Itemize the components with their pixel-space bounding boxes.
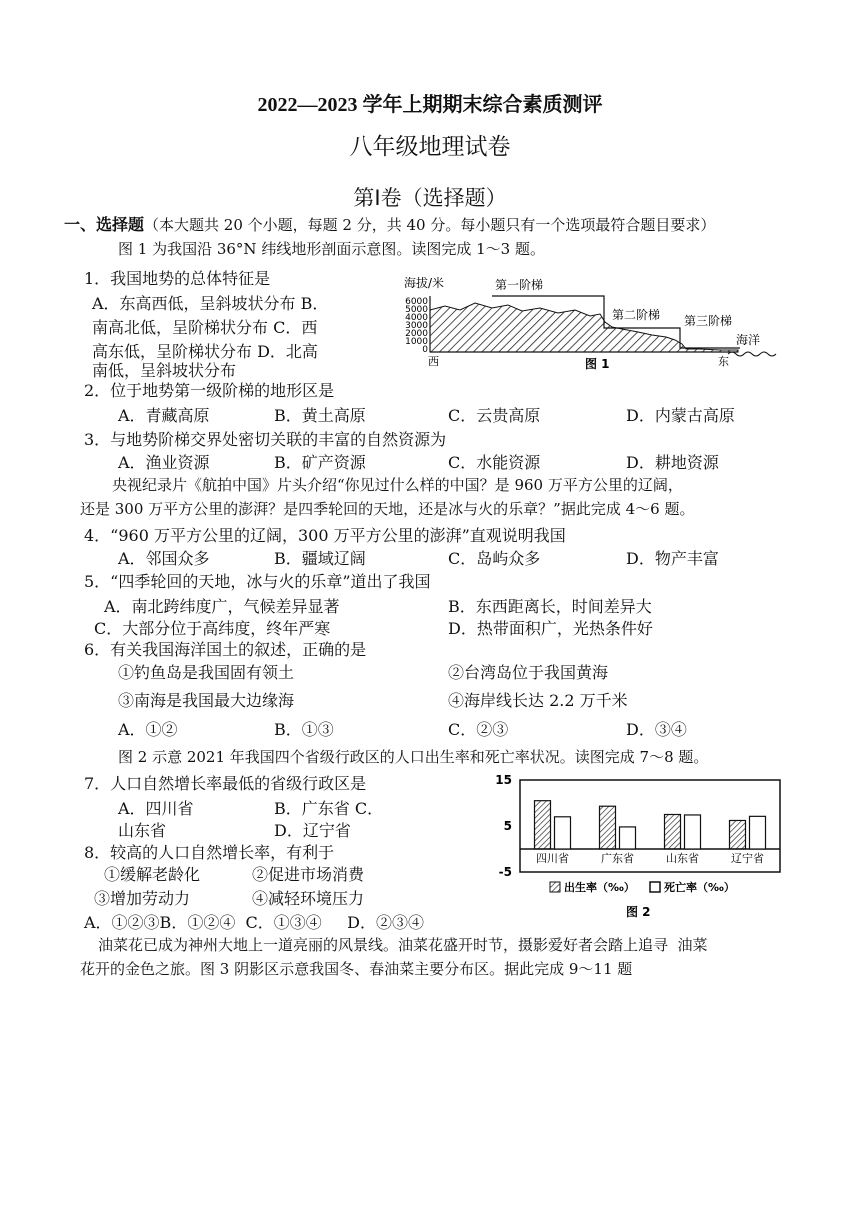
q8-statement-4: ④减轻环境压力 [252, 889, 365, 908]
figure1-ytick: 6000 [405, 297, 428, 307]
q3-stem: 3．与地势阶梯交界处密切关联的丰富的自然资源为 [84, 430, 447, 449]
q6-option-b: B．①③ [274, 720, 334, 739]
section-label: 一、选择题 [64, 215, 145, 234]
bar-death-rate [620, 827, 636, 849]
intro-figure2: 图 2 示意 2021 年我国四个省级行政区的人口出生率和死亡率状况。读图完成 7～8 题。 [118, 748, 709, 766]
q1-line: 高东低，呈阶梯状分布 D．北高 [92, 342, 318, 361]
q2-option-c: C．云贵高原 [448, 406, 541, 425]
section-instruction: （本大题共 20 个小题，每题 2 分，共 40 分。每小题只有一个选项最符合题目要求） [144, 216, 716, 234]
intro-figure1: 图 1 为我国沿 36°N 纬线地形剖面示意图。读图完成 1～3 题。 [118, 240, 545, 258]
q8-statement-1: ①缓解老龄化 [104, 865, 201, 884]
q2-stem: 2．位于地势第一级阶梯的地形区是 [84, 381, 335, 400]
category-label: 辽宁省 [731, 852, 764, 865]
ocean-wave [728, 352, 776, 356]
figure1-east-label: 东 [718, 355, 729, 368]
q6-statement-3: ③南海是我国最大边缘海 [118, 691, 295, 710]
category-label: 四川省 [536, 852, 569, 865]
q5-option-c: C．大部分位于高纬度，终年严寒 [94, 619, 331, 638]
q6-statement-1: ①钓鱼岛是我国固有领土 [118, 663, 295, 682]
figure1-ylabel: 海拔/米 [404, 276, 445, 290]
exam-title: 2022—2023 学年上期期末综合素质测评 [257, 94, 603, 116]
q2-option-d: D．内蒙古高原 [626, 406, 735, 425]
q8-stem: 8．较高的人口自然增长率，有利于 [84, 843, 335, 862]
q7-option-a: A．四川省 [118, 799, 194, 818]
q4-option-b: B．疆域辽阔 [274, 549, 366, 568]
q3-option-c: C．水能资源 [448, 453, 541, 472]
q3-option-d: D．耕地资源 [626, 453, 719, 472]
q4-stem: 4．“960 万平方公里的辽阔，300 万平方公里的澎湃”直观说明我国 [84, 526, 566, 545]
section-heading [64, 212, 715, 235]
intro-rapeseed: 花开的金色之旅。图 3 阴影区示意我国冬、春油菜主要分布区。据此完成 9～11 题 [80, 960, 633, 978]
y-tick-label: 15 [495, 773, 512, 787]
bar-birth-rate [535, 801, 551, 849]
bar-birth-rate [665, 815, 681, 850]
q1-stem: 1．我国地势的总体特征是 [84, 269, 271, 288]
intro-documentary: 央视纪录片《航拍中国》片头介绍“你见过什么样的中国？是 960 万平方公里的辽阔， [112, 476, 683, 494]
figure1-caption: 图 1 [585, 357, 610, 371]
bar-birth-rate [600, 806, 616, 849]
bar-birth-rate [730, 820, 746, 849]
q5-option-a: A．南北跨纬度广，气候差异显著 [104, 597, 340, 616]
q4-option-d: D．物产丰富 [626, 549, 719, 568]
bar-death-rate [750, 816, 766, 849]
figure1-ytick: 2000 [405, 329, 428, 339]
y-tick-label: -5 [498, 865, 512, 879]
bar-death-rate [685, 815, 701, 849]
figure1-step2-label: 第二阶梯 [612, 308, 661, 322]
category-label: 山东省 [666, 852, 699, 865]
q8-options: A．①②③B．①②④ C．①③④ D．②③④ [84, 913, 424, 932]
legend-death-swatch [650, 882, 660, 892]
q1-line: 南低，呈斜坡状分布 [92, 361, 237, 380]
q6-stem: 6．有关我国海洋国土的叙述，正确的是 [84, 640, 367, 659]
q2-option-b: B．黄土高原 [274, 406, 366, 425]
q6-statement-2: ②台湾岛位于我国黄海 [448, 663, 609, 682]
q5-stem: 5．“四季轮回的天地，冰与火的乐章”道出了我国 [84, 572, 431, 591]
q3-option-a: A．渔业资源 [118, 453, 210, 472]
figure1-ytick: 3000 [405, 321, 428, 331]
intro-rapeseed: 油菜花已成为神州大地上一道亮丽的风景线。油菜花盛开时节，摄影爱好者会踏上追寻 油菜 [98, 936, 708, 954]
y-tick-label: 5 [503, 819, 512, 833]
part-title: 第Ⅰ卷（选择题） [353, 186, 507, 210]
legend-birth-swatch [550, 882, 560, 892]
q7-option-c: 山东省 [118, 821, 167, 840]
figure1-west-label: 西 [428, 355, 439, 368]
q8-statement-2: ②促进市场消费 [252, 865, 365, 884]
q6-statement-4: ④海岸线长达 2.2 万千米 [448, 691, 628, 710]
figure2-caption: 图 2 [626, 905, 651, 919]
figure1-ytick: 1000 [405, 337, 428, 347]
legend-birth-label: 出生率（‰） [564, 881, 635, 894]
legend-death-label: 死亡率（‰） [664, 881, 735, 894]
q5-option-b: B．东西距离长，时间差异大 [448, 597, 652, 616]
figure1-step1-label: 第一阶梯 [495, 278, 544, 292]
intro-documentary: 还是 300 万平方公里的澎湃？是四季轮回的天地，还是冰与火的乐章？”据此完成 4～6 题。 [80, 500, 695, 518]
figure1-ytick: 5000 [405, 305, 428, 315]
figure1-ocean-label: 海洋 [736, 333, 761, 347]
q4-option-c: C．岛屿众多 [448, 549, 541, 568]
q1-line: A．东高西低，呈斜坡状分布 B． [92, 294, 329, 313]
q5-option-d: D．热带面积广，光热条件好 [448, 619, 653, 638]
q6-option-a: A．①② [118, 720, 178, 739]
figure2-bar-chart [490, 772, 790, 922]
category-label: 广东省 [601, 852, 634, 865]
figure1-terrain-profile [400, 272, 780, 372]
chart-legend [550, 880, 735, 894]
q6-option-d: D．③④ [626, 720, 687, 739]
figure1-step3-label: 第三阶梯 [684, 314, 733, 328]
q7-option-b: B．广东省 C． [274, 799, 384, 818]
exam-subtitle: 八年级地理试卷 [349, 134, 511, 160]
q7-option-d: D．辽宁省 [274, 821, 351, 840]
bar-death-rate [555, 817, 571, 849]
q4-option-a: A．邻国众多 [118, 549, 210, 568]
q6-option-c: C．②③ [448, 720, 509, 739]
q7-stem: 7．人口自然增长率最低的省级行政区是 [84, 774, 367, 793]
q2-option-a: A．青藏高原 [118, 406, 210, 425]
q3-option-b: B．矿产资源 [274, 453, 366, 472]
figure1-ytick: 0 [422, 345, 428, 355]
figure1-ytick: 4000 [405, 313, 428, 323]
q8-statement-3: ③增加劳动力 [94, 889, 191, 908]
q1-line: 南高北低，呈阶梯状分布 C．西 [92, 318, 318, 337]
